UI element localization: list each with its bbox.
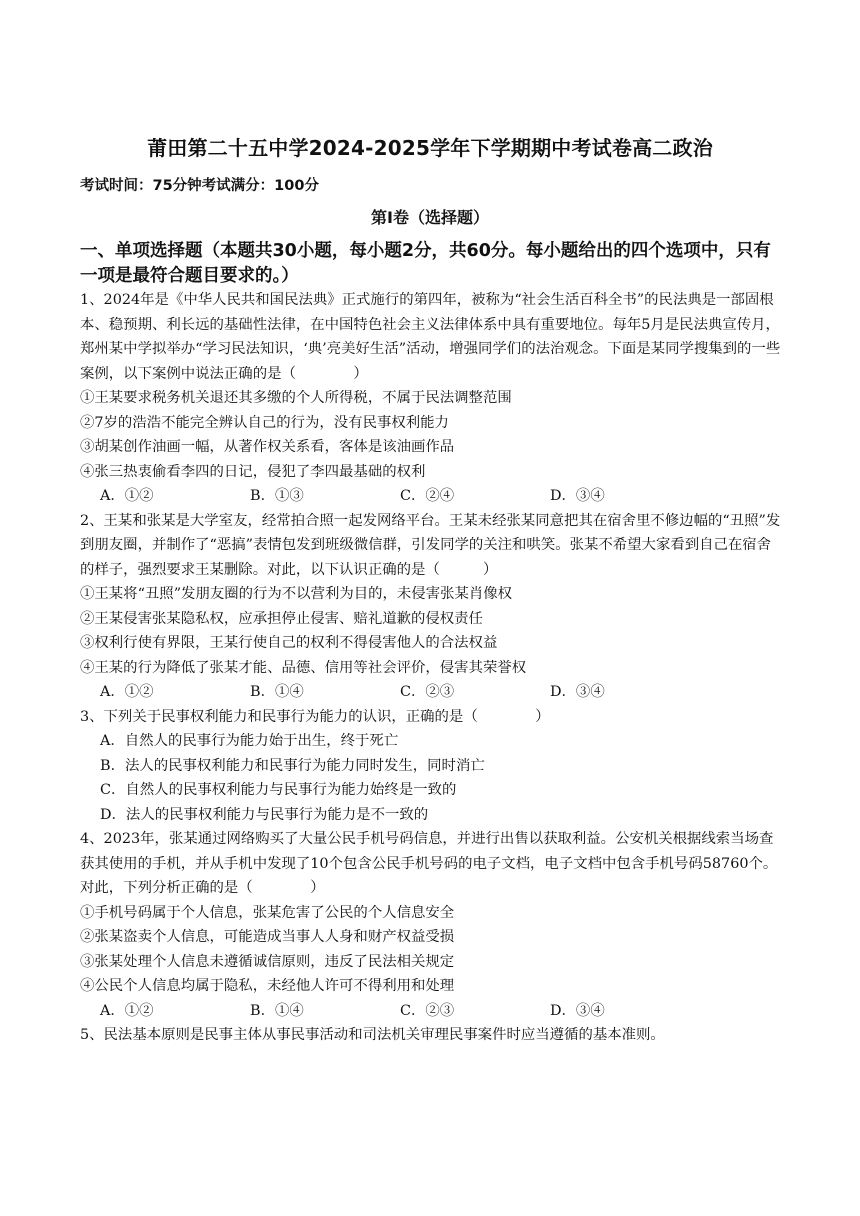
question-1-item: ②7岁的浩浩不能完全辨认自己的行为，没有民事权利能力 bbox=[80, 414, 449, 431]
option-b[interactable]: B．①③ bbox=[250, 488, 304, 504]
question-4-item: ④公民个人信息均属于隐私，未经他人许可不得利用和处理 bbox=[80, 978, 455, 994]
option-c[interactable]: C．②④ bbox=[400, 488, 455, 504]
section-title: 第Ⅰ卷（选择题） bbox=[371, 208, 489, 227]
option-c[interactable]: C．②③ bbox=[400, 684, 455, 700]
question-4-options bbox=[80, 999, 785, 1024]
option-b[interactable]: B．①④ bbox=[250, 684, 304, 700]
question-4-item: ①手机号码属于个人信息，张某危害了公民的个人信息安全 bbox=[80, 904, 455, 921]
question-2-stem: 2、王某和张某是大学室友，经常拍合照一起发网络平台。王某未经张某同意把其在宿舍里不修边幅的“丑照”发到朋友圈，并制作了“恶搞”表情包发到班级微信群，引发同学的关注和哄笑。张某不希望大家看到自己在宿舍的样子，强烈要求王某删除。对此，以下认识正确的是（ ） bbox=[80, 512, 781, 578]
question-1-options bbox=[80, 484, 785, 509]
question-1-stem: 1、2024年是《中华人民共和国民法典》正式施行的第四年，被称为“社会生活百科全书”的民法典是一部固根本、稳预期、利长远的基础性法律，在中国特色社会主义法律体系中具有重要地位。每年5月是民法典宣传月，郑州某中学拟举办“学习民法知识，‘典’亮美好生活”活动，增强同学们的法治观念。下面是某同学搜集到的一些案例，以下案例中说法正确的是（ ） bbox=[80, 292, 781, 382]
question-2-item: ③权利行使有界限，王某行使自己的权利不得侵害他人的合法权益 bbox=[80, 635, 498, 651]
question-4-item: ②张某盗卖个人信息，可能造成当事人人身和财产权益受损 bbox=[80, 929, 455, 945]
option-a[interactable]: A．①② bbox=[100, 1002, 154, 1019]
option-d[interactable]: D．③④ bbox=[550, 684, 605, 700]
question-2-options bbox=[80, 680, 785, 705]
option-d[interactable]: D．法人的民事权利能力与民事行为能力是不一致的 bbox=[100, 806, 429, 823]
questions bbox=[80, 288, 785, 1048]
exam-title: 莆田第二十五中学2024-2025学年下学期期中考试卷高二政治 bbox=[147, 136, 713, 160]
section-instruction: 一、单项选择题（本题共30小题，每小题2分，共60分。每小题给出的四个选项中，只有一项是最符合题目要求的。） bbox=[80, 241, 771, 286]
option-d[interactable]: D．③④ bbox=[550, 1002, 605, 1019]
question-4-item: ③张某处理个人信息未遵循诚信原则，违反了民法相关规定 bbox=[80, 953, 455, 970]
question-1-item: ①王某要求税务机关退还其多缴的个人所得税，不属于民法调整范围 bbox=[80, 390, 512, 406]
question-2-item: ①王某将“丑照”发朋友圈的行为不以营利为目的，未侵害张某肖像权 bbox=[80, 586, 513, 602]
option-a[interactable]: A．①② bbox=[100, 488, 154, 504]
question-2-item: ②王某侵害张某隐私权，应承担停止侵害、赔礼道歉的侵权责任 bbox=[80, 610, 483, 627]
exam-meta: 考试时间：75分钟考试满分：100分 bbox=[80, 178, 319, 194]
question-1-item: ③胡某创作油画一幅，从著作权关系看，客体是该油画作品 bbox=[80, 439, 455, 455]
question-5-stem: 5、民法基本原则是民事主体从事民事活动和司法机关审理民事案件时应当遵循的基本准则。 bbox=[80, 1027, 665, 1043]
option-b[interactable]: B．法人的民事权利能力和民事行为能力同时发生，同时消亡 bbox=[100, 757, 485, 774]
option-d[interactable]: D．③④ bbox=[550, 488, 605, 504]
question-1-item: ④张三热衷偷看李四的日记，侵犯了李四最基础的权利 bbox=[80, 463, 426, 480]
option-a[interactable]: A．自然人的民事行为能力始于出生，终于死亡 bbox=[100, 733, 399, 749]
option-b[interactable]: B．①④ bbox=[250, 1002, 304, 1019]
option-a[interactable]: A．①② bbox=[100, 684, 154, 700]
option-c[interactable]: C．自然人的民事权利能力与民事行为能力始终是一致的 bbox=[100, 782, 457, 798]
question-2-item: ④王某的行为降低了张某才能、品德、信用等社会评价，侵害其荣誉权 bbox=[80, 659, 527, 676]
question-4-stem: 4、2023年，张某通过网络购买了大量公民手机号码信息，并进行出售以获取利益。公安机关根据线索当场查获其使用的手机，并从手机中发现了10个包含公民手机号码的电子文档，电子文档中包含手机号码58760个。对此，下列分析正确的是（ ） bbox=[80, 831, 778, 896]
option-c[interactable]: C．②③ bbox=[400, 1002, 455, 1019]
question-3-stem: 3、下列关于民事权利能力和民事行为能力的认识，正确的是（ ） bbox=[80, 708, 550, 725]
